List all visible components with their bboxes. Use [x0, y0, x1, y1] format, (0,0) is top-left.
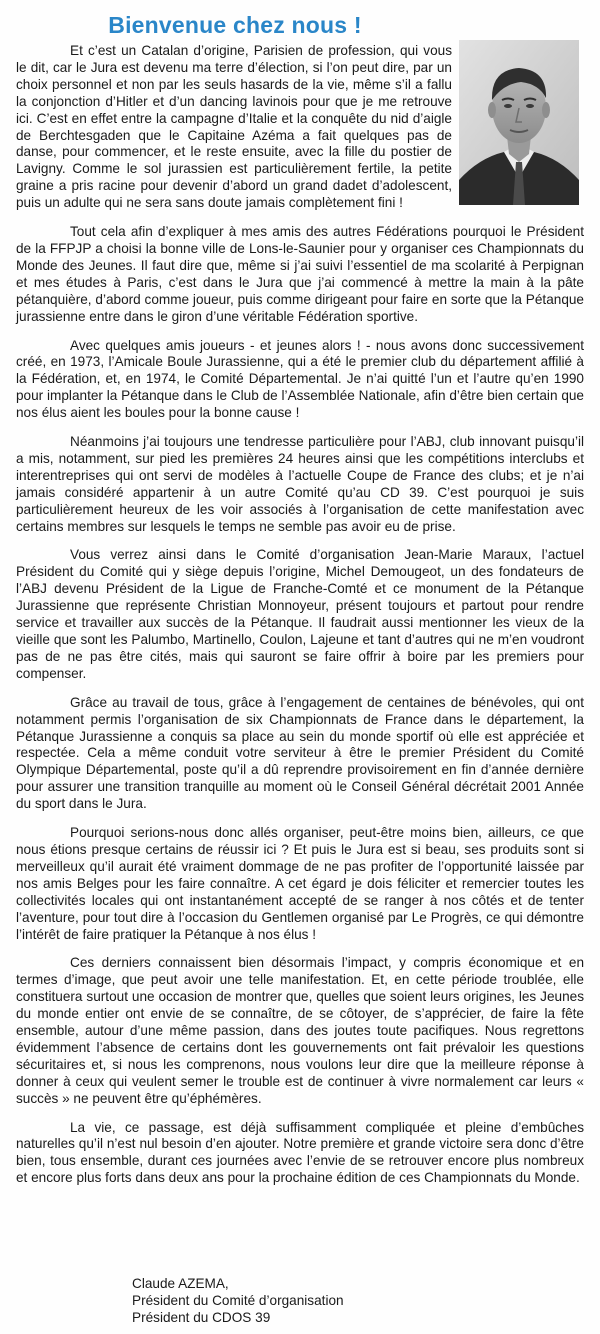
signature-role: Président du CDOS 39 [132, 1310, 271, 1325]
paragraph: Et c’est un Catalan d’origine, Parisien de profession, qui vous le dit, car le Jura est devenu ma terre d’élection, si l’on peut dire, par un choix personnel et non par les seuls hasards de la vie, même s’il a fallu la conjonction d’Hitler et d’un dancing lavinois pour que je me retrouve ici. C’est en effet entre la campagne d’Italie et la conquête du nid d’aigle de Berchtesgaden que le Capitaine Azéma a fait quelques pas de danse, pour commencer, et le reste ensuite, avec la fille du postier de Lavigny. Comme le sol jurassien est particulièrement fertile, la petite graine a pris racine pour devenir d’abord un grand dadet d’adolescent, puis un adulte qui ne sera sans doute jamais complètement fini ! [16, 43, 452, 211]
signature-block [132, 1275, 344, 1326]
paragraph: Grâce au travail de tous, grâce à l’engagement de centaines de bénévoles, qui ont notamment permis l’organisation de six Championnats de France dans le département, la Pétanque Jurassienne a conquis sa place au sein du monde sportif où elle est appréciée et respectée. Cela a même conduit votre serviteur à être le premier Président du Comité Olympique Départemental, poste qu’il a dû reprendre provisoirement en fin d’année dernière pour assurer une transition tranquille au moment où le Conseil Général décrétait 2001 Année du sport dans le Jura. [16, 694, 584, 812]
paragraph: Vous verrez ainsi dans le Comité d’organisation Jean-Marie Maraux, l’actuel Président du Comité qui y siège depuis l’origine, Michel Demougeot, un des fondateurs de l’ABJ devenu Président de la Ligue de Franche-Comté et ce monument de la Pétanque Jurassienne que représente Christian Monnoyeur, présent toujours et partout pour rendre service et travailler aux succès de la Pétanque. Il faudrait aussi mentionner les vieux de la vieille que sont les Palumbo, Martinello, Coulon, Lajeune et tant d’autres qui ne m’en voudront pas de ne pas être cités, mais qui sauront se faire offrir à boire par les premiers pour compenser. [16, 547, 584, 681]
portrait-spacer [452, 43, 584, 200]
signature-name: Claude AZEMA, [132, 1276, 229, 1291]
page-title: Bienvenue chez nous ! [108, 12, 362, 38]
signature-role: Président du Comité d’organisation [132, 1293, 344, 1308]
paragraph: La vie, ce passage, est déjà suffisamment compliquée et pleine d’embûches naturelles qu’il n’est nul besoin d’en ajouter. Notre première et grande victoire sera donc d’être bien, tous ensemble, durant ces journées avec l’envie de se retrouver encore plus nombreux et encore plus forts dans deux ans pour la prochaine édition de ces Championnats du Monde. [16, 1119, 584, 1186]
paragraph: Pourquoi serions-nous donc allés organiser, peut-être moins bien, ailleurs, ce que nous étions presque certains de réussir ici ? Et puis le Jura est si beau, ses produits sont si merveilleux qu’il aurait été vraiment dommage de ne pas profiter de l’opportunité laissée par nos amis Belges pour les faire connaître. A cet égard je dois féliciter et remercier toutes les collectivités locales qui ont instantanément accepté de se ranger à nos côtés et de tenter l’aventure, pour tout dire à l’occasion du Gentlemen organisé par Le Progrès, ce qui démontre l’intérêt de faire pratiquer la Pétanque à nos élus ! [16, 825, 584, 942]
paragraph: Avec quelques amis joueurs - et jeunes alors ! - nous avons donc successivement créé, en 1973, l’Amicale Boule Jurassienne, qui a été le premier club du département affilié à la Fédération, et, en 1974, le Comité Départemental. Je n’ai quitté l’un et l’autre qu’en 1990 pour implanter la Pétanque dans le Club de l’Assemblée Nationale, afin d’être bien certain que nos élus aient les boules pour la bonne cause ! [16, 337, 584, 421]
paragraph: Néanmoins j’ai toujours une tendresse particulière pour l’ABJ, club innovant puisqu’il a mis, notamment, sur pied les premières 24 heures ainsi que les compétitions interclubs et interentreprises qui ont servi de modèles à l’actuelle Coupe de France des clubs; et je n’ai jamais considéré appartenir à un autre Comité qu’au CD 39. C’est pourquoi je suis particulièrement heureux de les voir associés à l’organisation de cette manifestation avec certains membres sur lesquels le temps ne semble pas avoir eu de prise. [16, 434, 584, 534]
paragraph: Tout cela afin d’expliquer à mes amis des autres Fédérations pourquoi le Président de la FFPJP a choisi la bonne ville de Lons-le-Saunier pour y organiser ces Championnats du Monde des Jeunes. Il faut dire que, même si j’ai suivi l’essentiel de ma scolarité à Perpignan et mes études à Paris, c’est dans le Jura que j’ai commencé à mettre la main à la pâte pétanquière, d’abord comme joueur, puis comme dirigeant pour faire en sorte que la Pétanque jurassienne entre dans le giron d’une véritable Fédération sportive. [16, 224, 584, 324]
letter-body [16, 43, 584, 1199]
paragraph: Ces derniers connaissent bien désormais l’impact, y compris économique et en termes d’image, que peut avoir une telle manifestation. Et, en cette période troublée, elle constituera surtout une occasion de montrer que, quelles que soient leurs origines, les Jeunes du monde entier ont envie de se connaître, de se côtoyer, de s’apprécier, de faire la fête ensemble, autour d’une même passion, dans des joutes toute pacifiques. Nous regrettons évidemment l’absence de certains dont les gouvernements ont fait prévaloir les questions sécuritaires et, si nous les comprenons, nous voulons leur dire que la meilleure réponse à donner à ceux qui veulent semer le trouble est de continuer à vivre normalement car leurs « succès » ne peuvent être qu’éphémères. [16, 955, 584, 1106]
